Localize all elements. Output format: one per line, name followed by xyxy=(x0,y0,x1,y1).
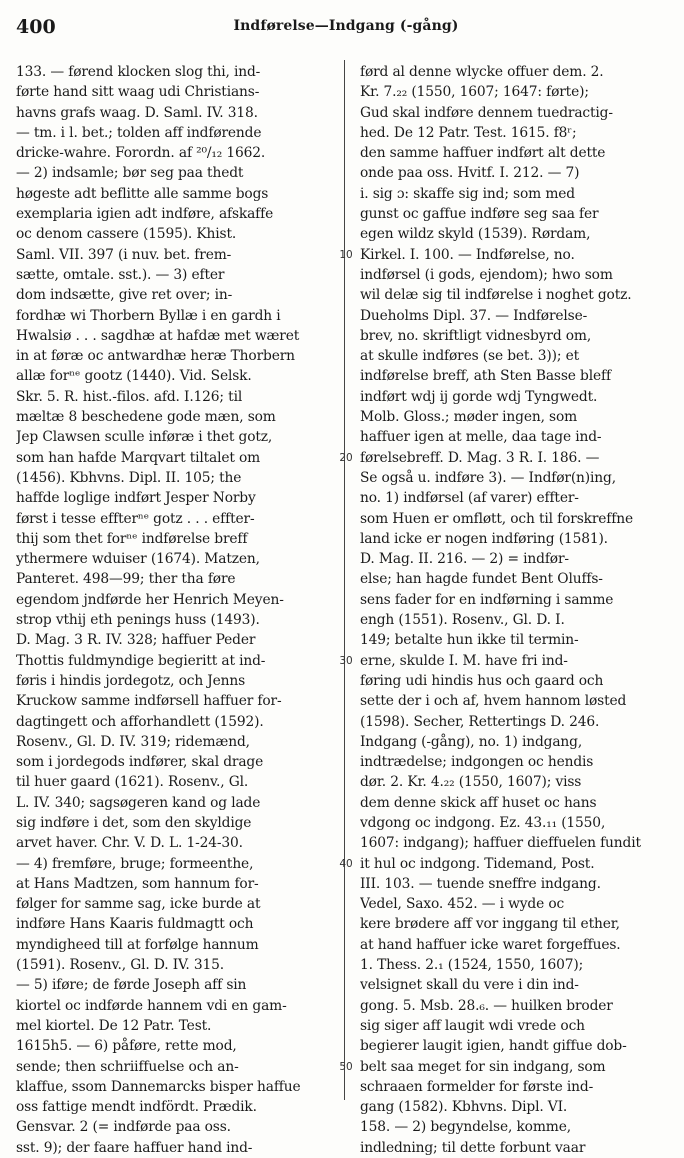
page-number: 400 xyxy=(16,16,56,38)
text-line: vdgong oc indgong. Ez. 43.₁₁ (1550, xyxy=(360,814,606,831)
text-line: den samme haffuer indført alt dette xyxy=(360,145,606,162)
text-line: gang (1582). Kbhvns. Dipl. VI. xyxy=(360,1099,568,1116)
text-line: land icke er nogen indføring (1581). xyxy=(360,530,608,547)
text-line: førelsebreff. D. Mag. 3 R. I. 186. — xyxy=(360,449,600,466)
text-line: som i jordegods indfører, skal drage xyxy=(16,754,264,771)
text-line: Indgang (-gång), no. 1) indgang, xyxy=(360,733,583,750)
text-line: it hul oc indgong. Tidemand, Post. xyxy=(360,855,595,872)
text-line: in at føræ oc antwardhæ heræ Thorbern xyxy=(16,348,295,365)
line-number: 10 xyxy=(339,248,353,261)
text-line: sig indføre i det, som den skyldige xyxy=(16,814,252,831)
text-line: 1607: indgang); haffuer dieffuelen fundit xyxy=(360,835,641,852)
text-line: klaffue, ssom Dannemarcks bisper haffue xyxy=(16,1078,301,1095)
text-line: at Hans Madtzen, som hannum for- xyxy=(16,875,259,892)
page-header xyxy=(16,14,676,42)
text-line: sst. 9); der faare haffuer hand ind- xyxy=(16,1139,253,1156)
text-line: indført wdj ij gorde wdj Tyngwedt. xyxy=(360,388,598,405)
text-line: (1598). Secher, Rettertings D. 246. xyxy=(360,713,600,730)
text-line: L. IV. 340; sagsøgeren kand og lade xyxy=(16,794,261,811)
text-line: Saml. VII. 397 (i nuv. bet. frem- xyxy=(16,246,232,263)
text-line: 1615h5. — 6) påføre, rette mod, xyxy=(16,1038,237,1055)
text-line: — 5) iføre; de førde Joseph aff sin xyxy=(16,977,247,994)
text-line: kiortel oc indførde hannem vdi en gam- xyxy=(16,997,287,1014)
left-column xyxy=(16,62,334,1158)
text-line: egendom jndførde her Henrich Meyen- xyxy=(16,591,284,608)
text-line: mæltæ 8 beschedene gode mæn, som xyxy=(16,409,276,426)
text-line: førte hand sitt waag udi Christians- xyxy=(16,84,260,101)
text-line: Dueholms Dipl. 37. — Indførelse- xyxy=(360,307,588,324)
text-line: at hand haffuer icke waret forgeffues. xyxy=(360,936,621,953)
text-line: mel kiortel. De 12 Patr. Test. xyxy=(16,1017,212,1034)
text-line: no. 1) indførsel (af varer) effter- xyxy=(360,490,579,507)
text-line: schraaen formelder for første ind- xyxy=(360,1078,594,1095)
text-line: sætte, omtale. sst.). — 3) efter xyxy=(16,266,225,283)
text-line: strop vthij eth penings huss (1493). xyxy=(16,612,260,629)
text-line: dem denne skick aff huset oc hans xyxy=(360,794,597,811)
text-line: haffuer igen at melle, daa tage ind- xyxy=(360,429,602,446)
text-line: oc denom cassere (1595). Khist. xyxy=(16,226,237,243)
text-line: Kruckow samme indførsell haffuer for- xyxy=(16,693,282,710)
text-line: Hwalsiø . . . sagdhæ at hafdæ met wæret xyxy=(16,327,300,344)
text-line: som han hafde Marqvart tiltalet om xyxy=(16,449,261,466)
text-line: Jep Clawsen sculle inføræ i thet gotz, xyxy=(16,429,273,446)
text-line: 158. — 2) begyndelse, komme, xyxy=(360,1119,571,1136)
text-line: Gensvar. 2 (= indførde paa oss. xyxy=(16,1119,231,1136)
right-column xyxy=(360,62,675,1158)
text-line: Skr. 5. R. hist.-filos. afd. I.126; til xyxy=(16,388,243,405)
text-line: 133. — førend klocken slog thi, ind- xyxy=(16,64,261,80)
text-line: D. Mag. II. 216. — 2) = indfør- xyxy=(360,551,569,568)
text-line: indførelse breff, ath Sten Basse bleff xyxy=(360,368,611,385)
text-line: — 4) fremføre, bruge; formeenthe, xyxy=(16,855,254,872)
text-line: følger for samme sag, icke burde at xyxy=(16,896,261,913)
text-line: dom indsætte, give ret over; in- xyxy=(16,287,233,304)
text-line: Kirkel. I. 100. — Indførelse, no. xyxy=(360,246,575,263)
text-line: føring udi hindis hus och gaard och xyxy=(360,672,604,689)
text-line: egen wildz skyld (1539). Rørdam, xyxy=(360,226,591,243)
text-line: allæ forⁿᵉ gootz (1440). Vid. Selsk. xyxy=(16,368,252,385)
text-line: oss fattige mendt indfördt. Prædik. xyxy=(16,1099,257,1116)
text-line: dagtingett och afforhandlett (1592). xyxy=(16,713,264,730)
text-line: 149; betalte hun ikke til termin- xyxy=(360,632,579,649)
line-number: 40 xyxy=(339,857,353,870)
text-line: — tm. i l. bet.; tolden aff indførende xyxy=(16,124,262,141)
text-line: (1591). Rosenv., Gl. D. IV. 315. xyxy=(16,957,225,974)
text-line: brev, no. skriftligt vidnesbyrd om, xyxy=(360,327,592,344)
line-number: 20 xyxy=(339,451,353,464)
text-line: til huer gaard (1621). Rosenv., Gl. xyxy=(16,774,249,791)
text-line: wil delæ sig til indførelse i noghet gotz. xyxy=(360,287,632,304)
text-line: Rosenv., Gl. D. IV. 319; ridemænd, xyxy=(16,733,250,750)
text-line: Panteret. 498—99; ther tha føre xyxy=(16,571,236,588)
text-line: gong. 5. Msb. 28.₆. — huilken broder xyxy=(360,997,613,1014)
text-line: havns grafs waag. D. Saml. IV. 318. xyxy=(16,104,258,121)
text-line: Se også u. indføre 3). — Indfør(n)ing, xyxy=(360,469,616,486)
text-line: D. Mag. 3 R. IV. 328; haffuer Peder xyxy=(16,632,256,649)
text-line: høgeste adt beflitte alle samme bogs xyxy=(16,185,269,202)
text-line: onde paa oss. Hvitf. I. 212. — 7) xyxy=(360,165,580,182)
text-line: sette der i och af, hvem hannom løsted xyxy=(360,693,627,710)
text-line: begierer laugit igien, handt giffue dob- xyxy=(360,1038,627,1055)
text-line: først i tesse effterⁿᵉ gotz . . . effter- xyxy=(16,510,255,527)
text-line: føris i hindis jordegotz, och Jenns xyxy=(16,672,246,689)
line-number: 50 xyxy=(339,1060,353,1073)
text-line: indførsel (i gods, ejendom); hwo som xyxy=(360,266,613,283)
text-line: førd al denne wlycke offuer dem. 2. xyxy=(360,64,604,80)
text-line: Vedel, Saxo. 452. — i wyde oc xyxy=(360,896,565,913)
text-line: (1456). Kbhvns. Dipl. II. 105; the xyxy=(16,469,242,486)
text-line: 1. Thess. 2.₁ (1524, 1550, 1607); xyxy=(360,957,584,974)
text-line: Kr. 7.₂₂ (1550, 1607; 1647: førte); xyxy=(360,84,589,101)
text-line: sende; then schriiffuelse och an- xyxy=(16,1058,239,1075)
text-line: haffde loglige indført Jesper Norby xyxy=(16,490,256,507)
text-line: Gud skal indføre dennem tuedractig- xyxy=(360,104,613,121)
text-line: sens fader for en indførning i samme xyxy=(360,591,614,608)
text-line: ythermere wduiser (1674). Matzen, xyxy=(16,551,260,568)
text-line: thij som thet forⁿᵉ indførelse breff xyxy=(16,530,248,547)
text-line: arvet haver. Chr. V. D. L. 1-24-30. xyxy=(16,835,243,852)
text-line: indledning; til dette forbunt vaar xyxy=(360,1139,586,1156)
text-line: — 2) indsamle; bør seg paa thedt xyxy=(16,165,244,182)
text-line: hed. De 12 Patr. Test. 1615. f8ʳ; xyxy=(360,124,577,141)
text-line: Thottis fuldmyndige begieritt at ind- xyxy=(16,652,266,669)
text-line: myndigheed till at forfølge hannum xyxy=(16,936,259,953)
line-number: 30 xyxy=(339,654,353,667)
text-line: velsignet skall du vere i din ind- xyxy=(360,977,579,994)
text-line: engh (1551). Rosenv., Gl. D. I. xyxy=(360,612,565,629)
text-line: i. sig ɔ: skaffe sig ind; som med xyxy=(360,185,575,202)
text-line: dør. 2. Kr. 4.₂₂ (1550, 1607); viss xyxy=(360,774,582,791)
text-line: III. 103. — tuende sneffre indgang. xyxy=(360,875,601,892)
text-line: exemplaria igien adt indføre, afskaffe xyxy=(16,206,274,223)
text-line: indføre Hans Kaaris fuldmagtt och xyxy=(16,916,254,933)
text-line: erne, skulde I. M. have fri ind- xyxy=(360,652,568,669)
text-line: som Huen er omfløtt, och til forskreffne xyxy=(360,510,633,527)
column-divider xyxy=(344,60,345,1100)
text-line: dricke-wahre. Forordn. af ²⁰/₁₂ 1662. xyxy=(16,145,266,162)
text-line: fordhæ wi Thorbern Byllæ i en gardh i xyxy=(16,307,281,324)
text-line: Molb. Gloss.; møder ingen, som xyxy=(360,409,578,426)
text-line: kere brødere aff vor inggang til ether, xyxy=(360,916,620,933)
text-line: belt saa meget for sin indgang, som xyxy=(360,1058,606,1075)
text-line: else; han hagde fundet Bent Oluffs- xyxy=(360,571,603,588)
text-line: gunst oc gaffue indføre seg saa fer xyxy=(360,206,599,223)
text-line: sig siger aff laugit wdi vrede och xyxy=(360,1017,585,1034)
running-head: Indførelse—Indgang (-gång) xyxy=(233,18,459,34)
text-line: at skulle indføres (se bet. 3)); et xyxy=(360,348,579,365)
text-line: indtrædelse; indgongen oc hendis xyxy=(360,754,594,771)
